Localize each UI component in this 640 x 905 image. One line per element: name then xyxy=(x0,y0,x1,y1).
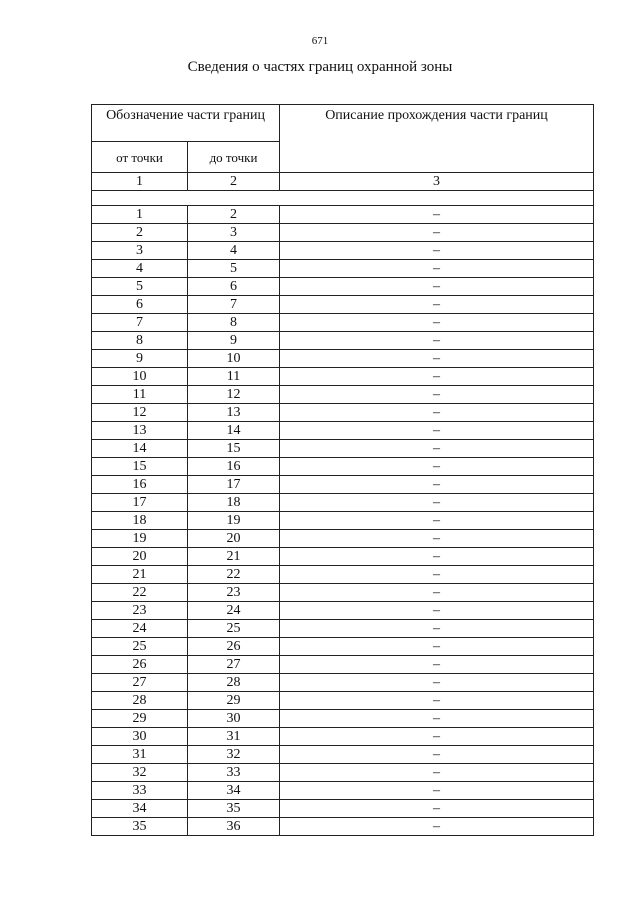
table-row xyxy=(92,638,594,656)
from-point-cell: 8 xyxy=(92,332,188,350)
header-desc: Описание прохождения части границ xyxy=(325,108,548,123)
to-point-cell: 35 xyxy=(188,800,280,818)
from-point-cell: 21 xyxy=(92,566,188,584)
description-cell: – xyxy=(280,566,594,584)
to-point-cell: 8 xyxy=(188,314,280,332)
from-point-cell: 32 xyxy=(92,764,188,782)
from-point-cell: 10 xyxy=(92,368,188,386)
from-point-cell: 24 xyxy=(92,620,188,638)
table-row xyxy=(92,800,594,818)
header-from: от точки xyxy=(92,142,188,173)
from-point-cell: 22 xyxy=(92,584,188,602)
section-spacer-cell xyxy=(92,191,594,206)
from-point-cell: 15 xyxy=(92,458,188,476)
table-row xyxy=(92,332,594,350)
from-point-cell: 1 xyxy=(92,206,188,224)
table-row xyxy=(92,602,594,620)
table-row xyxy=(92,494,594,512)
table-row xyxy=(92,296,594,314)
to-point-cell: 34 xyxy=(188,782,280,800)
description-cell: – xyxy=(280,350,594,368)
to-point-cell: 15 xyxy=(188,440,280,458)
to-point-cell: 6 xyxy=(188,278,280,296)
table-row xyxy=(92,656,594,674)
table-row xyxy=(92,584,594,602)
from-point-cell: 3 xyxy=(92,242,188,260)
table-row xyxy=(92,710,594,728)
from-point-cell: 4 xyxy=(92,260,188,278)
to-point-cell: 32 xyxy=(188,746,280,764)
description-cell: – xyxy=(280,386,594,404)
description-cell: – xyxy=(280,728,594,746)
from-point-cell: 28 xyxy=(92,692,188,710)
from-point-cell: 5 xyxy=(92,278,188,296)
from-point-cell: 25 xyxy=(92,638,188,656)
from-point-cell: 12 xyxy=(92,404,188,422)
header-group: Обозначение части границ xyxy=(106,108,265,123)
description-cell: – xyxy=(280,332,594,350)
table-row xyxy=(92,620,594,638)
to-point-cell: 12 xyxy=(188,386,280,404)
description-cell: – xyxy=(280,620,594,638)
to-point-cell: 5 xyxy=(188,260,280,278)
table-row xyxy=(92,674,594,692)
table-row xyxy=(92,512,594,530)
table-row xyxy=(92,260,594,278)
table-row xyxy=(92,404,594,422)
description-cell: – xyxy=(280,746,594,764)
table-row xyxy=(92,746,594,764)
description-cell: – xyxy=(280,782,594,800)
to-point-cell: 23 xyxy=(188,584,280,602)
from-point-cell: 13 xyxy=(92,422,188,440)
description-cell: – xyxy=(280,710,594,728)
table-row xyxy=(92,458,594,476)
description-cell: – xyxy=(280,638,594,656)
description-cell: – xyxy=(280,242,594,260)
description-cell: – xyxy=(280,674,594,692)
from-point-cell: 19 xyxy=(92,530,188,548)
table-row xyxy=(92,368,594,386)
from-point-cell: 20 xyxy=(92,548,188,566)
to-point-cell: 29 xyxy=(188,692,280,710)
header-group-cell xyxy=(92,105,280,142)
table-row xyxy=(92,242,594,260)
from-point-cell: 31 xyxy=(92,746,188,764)
description-cell: – xyxy=(280,656,594,674)
table-row xyxy=(92,764,594,782)
table-row xyxy=(92,440,594,458)
from-point-cell: 7 xyxy=(92,314,188,332)
to-point-cell: 21 xyxy=(188,548,280,566)
from-point-cell: 2 xyxy=(92,224,188,242)
description-cell: – xyxy=(280,278,594,296)
table-row xyxy=(92,224,594,242)
to-point-cell: 16 xyxy=(188,458,280,476)
description-cell: – xyxy=(280,368,594,386)
column-number-1: 1 xyxy=(92,173,188,191)
from-point-cell: 11 xyxy=(92,386,188,404)
to-point-cell: 36 xyxy=(188,818,280,836)
to-point-cell: 20 xyxy=(188,530,280,548)
table-row xyxy=(92,548,594,566)
to-point-cell: 10 xyxy=(188,350,280,368)
from-point-cell: 33 xyxy=(92,782,188,800)
from-point-cell: 26 xyxy=(92,656,188,674)
to-point-cell: 24 xyxy=(188,602,280,620)
table-row xyxy=(92,818,594,836)
from-point-cell: 9 xyxy=(92,350,188,368)
column-number-2: 2 xyxy=(188,173,280,191)
table-row xyxy=(92,566,594,584)
to-point-cell: 26 xyxy=(188,638,280,656)
table-row xyxy=(92,692,594,710)
description-cell: – xyxy=(280,692,594,710)
page-title: Сведения о частях границ охранной зоны xyxy=(187,59,453,75)
from-point-cell: 29 xyxy=(92,710,188,728)
table-row xyxy=(92,386,594,404)
description-cell: – xyxy=(280,476,594,494)
to-point-cell: 28 xyxy=(188,674,280,692)
from-point-cell: 30 xyxy=(92,728,188,746)
table-row xyxy=(92,422,594,440)
description-cell: – xyxy=(280,512,594,530)
description-cell: – xyxy=(280,224,594,242)
to-point-cell: 14 xyxy=(188,422,280,440)
column-number-row xyxy=(92,173,594,191)
description-cell: – xyxy=(280,548,594,566)
to-point-cell: 19 xyxy=(188,512,280,530)
table-row xyxy=(92,278,594,296)
description-cell: – xyxy=(280,422,594,440)
to-point-cell: 30 xyxy=(188,710,280,728)
description-cell: – xyxy=(280,818,594,836)
description-cell: – xyxy=(280,602,594,620)
from-point-cell: 23 xyxy=(92,602,188,620)
from-point-cell: 18 xyxy=(92,512,188,530)
description-cell: – xyxy=(280,404,594,422)
header-to: до точки xyxy=(188,142,280,173)
from-point-cell: 16 xyxy=(92,476,188,494)
table-row xyxy=(92,530,594,548)
description-cell: – xyxy=(280,530,594,548)
description-cell: – xyxy=(280,584,594,602)
to-point-cell: 9 xyxy=(188,332,280,350)
from-point-cell: 17 xyxy=(92,494,188,512)
to-point-cell: 27 xyxy=(188,656,280,674)
table-row xyxy=(92,314,594,332)
table-row xyxy=(92,476,594,494)
to-point-cell: 33 xyxy=(188,764,280,782)
description-cell: – xyxy=(280,764,594,782)
table-row xyxy=(92,206,594,224)
description-cell: – xyxy=(280,206,594,224)
description-cell: – xyxy=(280,458,594,476)
to-point-cell: 4 xyxy=(188,242,280,260)
section-spacer-row xyxy=(92,191,594,206)
description-cell: – xyxy=(280,440,594,458)
description-cell: – xyxy=(280,800,594,818)
header-desc-cell xyxy=(280,105,594,173)
from-point-cell: 6 xyxy=(92,296,188,314)
description-cell: – xyxy=(280,296,594,314)
page-number: 671 xyxy=(311,35,329,47)
table-row xyxy=(92,728,594,746)
to-point-cell: 11 xyxy=(188,368,280,386)
to-point-cell: 3 xyxy=(188,224,280,242)
to-point-cell: 17 xyxy=(188,476,280,494)
to-point-cell: 22 xyxy=(188,566,280,584)
table-row xyxy=(92,350,594,368)
from-point-cell: 35 xyxy=(92,818,188,836)
description-cell: – xyxy=(280,314,594,332)
from-point-cell: 27 xyxy=(92,674,188,692)
column-number-3: 3 xyxy=(280,173,594,191)
to-point-cell: 25 xyxy=(188,620,280,638)
boundary-table xyxy=(91,104,594,836)
to-point-cell: 7 xyxy=(188,296,280,314)
description-cell: – xyxy=(280,260,594,278)
from-point-cell: 14 xyxy=(92,440,188,458)
table-row xyxy=(92,782,594,800)
to-point-cell: 2 xyxy=(188,206,280,224)
from-point-cell: 34 xyxy=(92,800,188,818)
to-point-cell: 13 xyxy=(188,404,280,422)
to-point-cell: 18 xyxy=(188,494,280,512)
to-point-cell: 31 xyxy=(188,728,280,746)
description-cell: – xyxy=(280,494,594,512)
